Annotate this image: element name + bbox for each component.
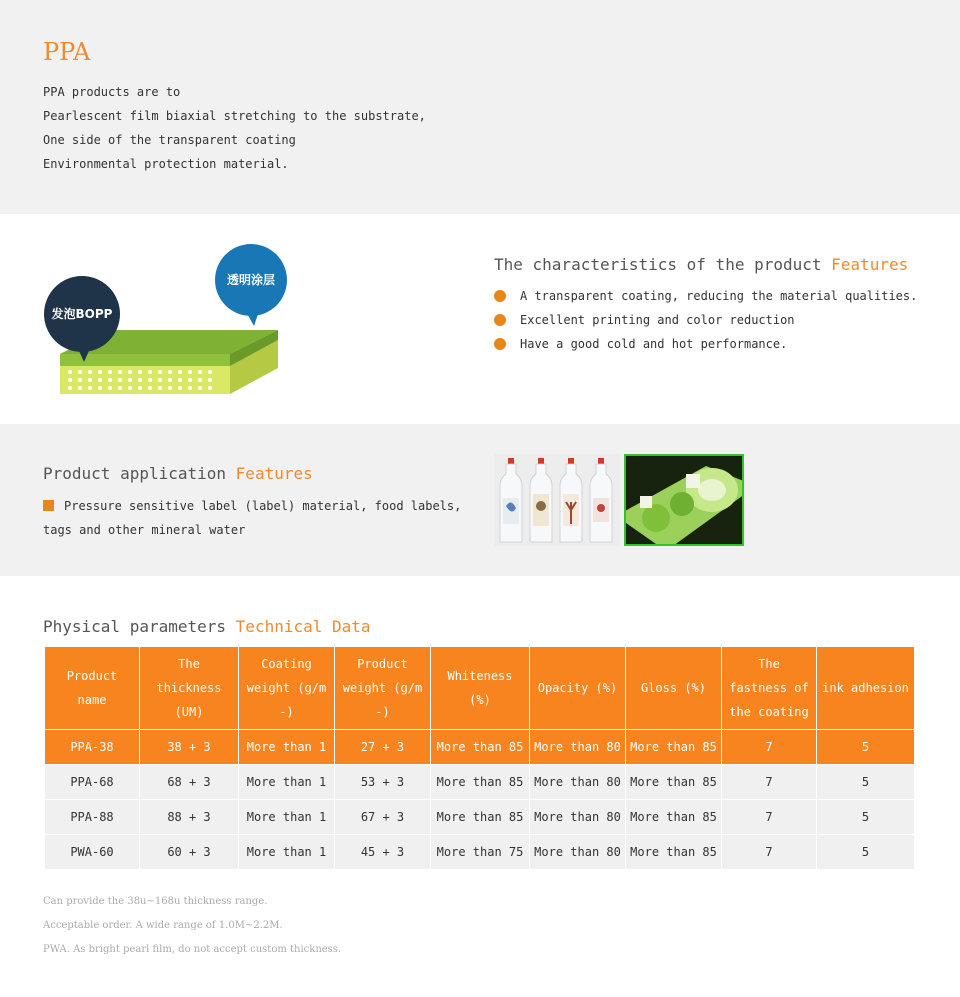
column-header: Product weight (g/m -) bbox=[335, 647, 431, 730]
table-cell: 68 + 3 bbox=[140, 765, 239, 800]
footnotes bbox=[43, 890, 341, 962]
table-cell: 7 bbox=[722, 730, 817, 765]
table-cell: 7 bbox=[722, 800, 817, 835]
table-cell: PWA-60 bbox=[45, 835, 140, 870]
footnote: PWA. As bright pearl film, do not accept custom thickness. bbox=[43, 944, 342, 955]
page-title: PPA bbox=[43, 38, 91, 66]
table-cell: PPA-68 bbox=[45, 765, 140, 800]
intro-line: One side of the transparent coating bbox=[43, 133, 296, 147]
table-cell: 5 bbox=[817, 765, 915, 800]
table-cell: 5 bbox=[817, 800, 915, 835]
table-cell: More than 85 bbox=[626, 835, 722, 870]
label-roll-image bbox=[624, 454, 744, 546]
table-cell: 88 + 3 bbox=[140, 800, 239, 835]
table-cell: More than 80 bbox=[530, 765, 626, 800]
table-cell: More than 1 bbox=[239, 800, 335, 835]
characteristics-heading: The characteristics of the product Features bbox=[494, 255, 909, 274]
bubble-label-coating: 透明涂层 bbox=[226, 273, 276, 287]
column-header: ink adhesion bbox=[817, 647, 915, 730]
application-heading: Product application Features bbox=[43, 464, 313, 483]
intro-section bbox=[0, 0, 960, 214]
table-cell: 7 bbox=[722, 835, 817, 870]
table-cell: More than 85 bbox=[431, 765, 530, 800]
technical-heading: Physical parameters Technical Data bbox=[43, 617, 371, 636]
table-row bbox=[45, 835, 915, 870]
bullet-dot-icon bbox=[494, 314, 506, 326]
column-header: Coating weight (g/m -) bbox=[239, 647, 335, 730]
table-cell: More than 75 bbox=[431, 835, 530, 870]
bottles-image bbox=[494, 454, 620, 546]
intro-line: PPA products are to bbox=[43, 85, 181, 99]
table-cell: PPA-88 bbox=[45, 800, 140, 835]
table-cell: PPA-38 bbox=[45, 730, 140, 765]
table-cell: More than 1 bbox=[239, 765, 335, 800]
column-header: The thickness (UM) bbox=[140, 647, 239, 730]
footnote: Can provide the 38u~168u thickness range. bbox=[43, 896, 268, 907]
table-cell: 5 bbox=[817, 730, 915, 765]
table-row bbox=[45, 800, 915, 835]
table-cell: 38 + 3 bbox=[140, 730, 239, 765]
footnote: Acceptable order. A wide range of 1.0M~2.2M. bbox=[43, 920, 283, 931]
list-item: Excellent printing and color reduction bbox=[494, 308, 917, 332]
table-cell: More than 80 bbox=[530, 730, 626, 765]
column-header: Gloss (%) bbox=[626, 647, 722, 730]
table-cell: 7 bbox=[722, 765, 817, 800]
characteristics-section bbox=[0, 214, 960, 424]
column-header: The fastness of the coating bbox=[722, 647, 817, 730]
intro-line: Environmental protection material. bbox=[43, 157, 289, 171]
technical-table bbox=[44, 646, 915, 870]
table-cell: More than 85 bbox=[431, 730, 530, 765]
intro-description bbox=[43, 80, 426, 176]
table-cell: More than 85 bbox=[626, 730, 722, 765]
list-item: A transparent coating, reducing the material qualities. bbox=[494, 284, 917, 308]
table-row bbox=[45, 765, 915, 800]
application-section bbox=[0, 424, 960, 576]
bullet-dot-icon bbox=[494, 338, 506, 350]
column-header: Product name bbox=[45, 647, 140, 730]
table-cell: 60 + 3 bbox=[140, 835, 239, 870]
table-row bbox=[45, 730, 915, 765]
table-cell: 53 + 3 bbox=[335, 765, 431, 800]
list-item: Have a good cold and hot performance. bbox=[494, 332, 917, 356]
column-header: Whiteness (%) bbox=[431, 647, 530, 730]
table-cell: More than 85 bbox=[431, 800, 530, 835]
table-cell: 5 bbox=[817, 835, 915, 870]
application-text: Pressure sensitive label (label) material, food labels, tags and other mineral water bbox=[43, 499, 462, 537]
bullet-square-icon bbox=[43, 500, 54, 511]
table-cell: 67 + 3 bbox=[335, 800, 431, 835]
table-cell: More than 1 bbox=[239, 835, 335, 870]
table-cell: More than 1 bbox=[239, 730, 335, 765]
film-layer-illustration bbox=[40, 244, 290, 404]
intro-line: Pearlescent film biaxial stretching to the substrate, bbox=[43, 109, 426, 123]
table-cell: 45 + 3 bbox=[335, 835, 431, 870]
column-header: Opacity (%) bbox=[530, 647, 626, 730]
features-list bbox=[494, 284, 917, 356]
table-header-row bbox=[45, 647, 915, 730]
table-cell: 27 + 3 bbox=[335, 730, 431, 765]
bubble-label-bopp: 发泡BOPP bbox=[51, 307, 113, 321]
table-cell: More than 85 bbox=[626, 800, 722, 835]
table-cell: More than 80 bbox=[530, 835, 626, 870]
table-cell: More than 80 bbox=[530, 800, 626, 835]
table-cell: More than 85 bbox=[626, 765, 722, 800]
technical-section bbox=[0, 576, 960, 997]
bullet-dot-icon bbox=[494, 290, 506, 302]
